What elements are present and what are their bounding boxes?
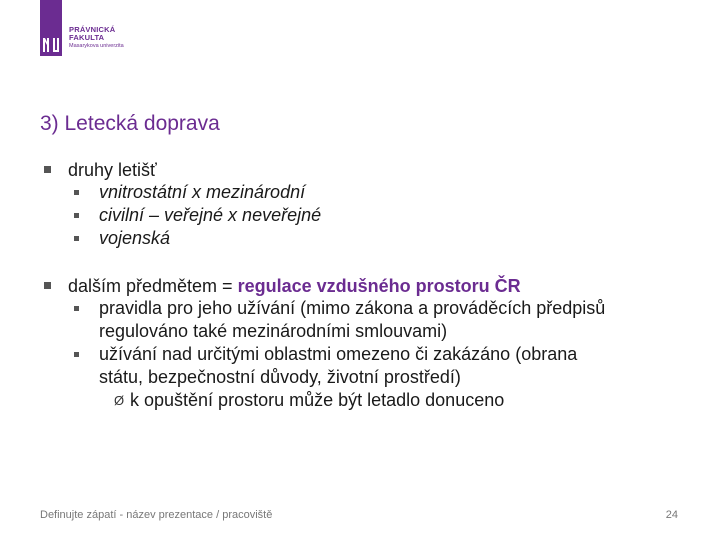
sub-bullet-text: vojenská <box>99 228 171 248</box>
sub-bullet-line: státu, bezpečnostní důvody, životní prostředí) <box>99 367 461 387</box>
mu-logo-icon <box>40 0 62 56</box>
square-bullet-icon <box>44 166 51 173</box>
arrow-bullet-icon: Ø <box>114 393 125 408</box>
square-bullet-icon <box>74 190 79 195</box>
sub-bullet <box>44 227 694 250</box>
faculty-logo <box>40 0 124 56</box>
logo-line-3: Masarykova univerzita <box>69 42 124 49</box>
logo-line-2: FAKULTA <box>69 32 105 42</box>
square-bullet-icon <box>74 352 79 357</box>
footer-text: Definujte zápatí - název prezentace / pracoviště <box>40 509 273 521</box>
page-number: 24 <box>665 509 678 521</box>
bullet-text: druhy letišť <box>68 160 157 180</box>
sub-bullet-line: regulováno také mezinárodními smlouvami) <box>99 321 448 341</box>
bullet-airport-types <box>44 159 694 181</box>
sub-bullet <box>44 181 694 204</box>
sub-bullet-text: vnitrostátní x mezinárodní <box>99 182 306 202</box>
square-bullet-icon <box>74 236 79 241</box>
slide-content <box>44 159 694 412</box>
arrow-bullet-text: k opuštění prostoru může být letadlo donuceno <box>130 390 505 410</box>
bullet-airspace-regulation <box>44 275 694 297</box>
logo-line-1: PRÁVNICKÁ <box>69 25 116 34</box>
square-bullet-icon <box>74 213 79 218</box>
arrow-sub-bullet <box>44 389 694 412</box>
square-bullet-icon <box>44 282 51 289</box>
sub-bullet-text: civilní – veřejné x neveřejné <box>99 205 322 225</box>
sub-bullet <box>44 204 694 227</box>
logo-text <box>69 26 124 50</box>
bullet-prefix: dalším předmětem = <box>68 276 238 296</box>
sub-bullet <box>44 343 694 389</box>
square-bullet-icon <box>74 306 79 311</box>
sub-bullet-line: pravidla pro jeho užívání (mimo zákona a prováděcích předpisů <box>99 298 606 318</box>
sub-bullet-line: užívání nad určitými oblastmi omezeno či zakázáno (obrana <box>99 344 578 364</box>
mu-letters-icon <box>43 38 59 52</box>
sub-bullet <box>44 297 694 343</box>
slide-title: 3) Letecká doprava <box>40 112 220 135</box>
bullet-highlight: regulace vzdušného prostoru ČR <box>237 276 521 296</box>
